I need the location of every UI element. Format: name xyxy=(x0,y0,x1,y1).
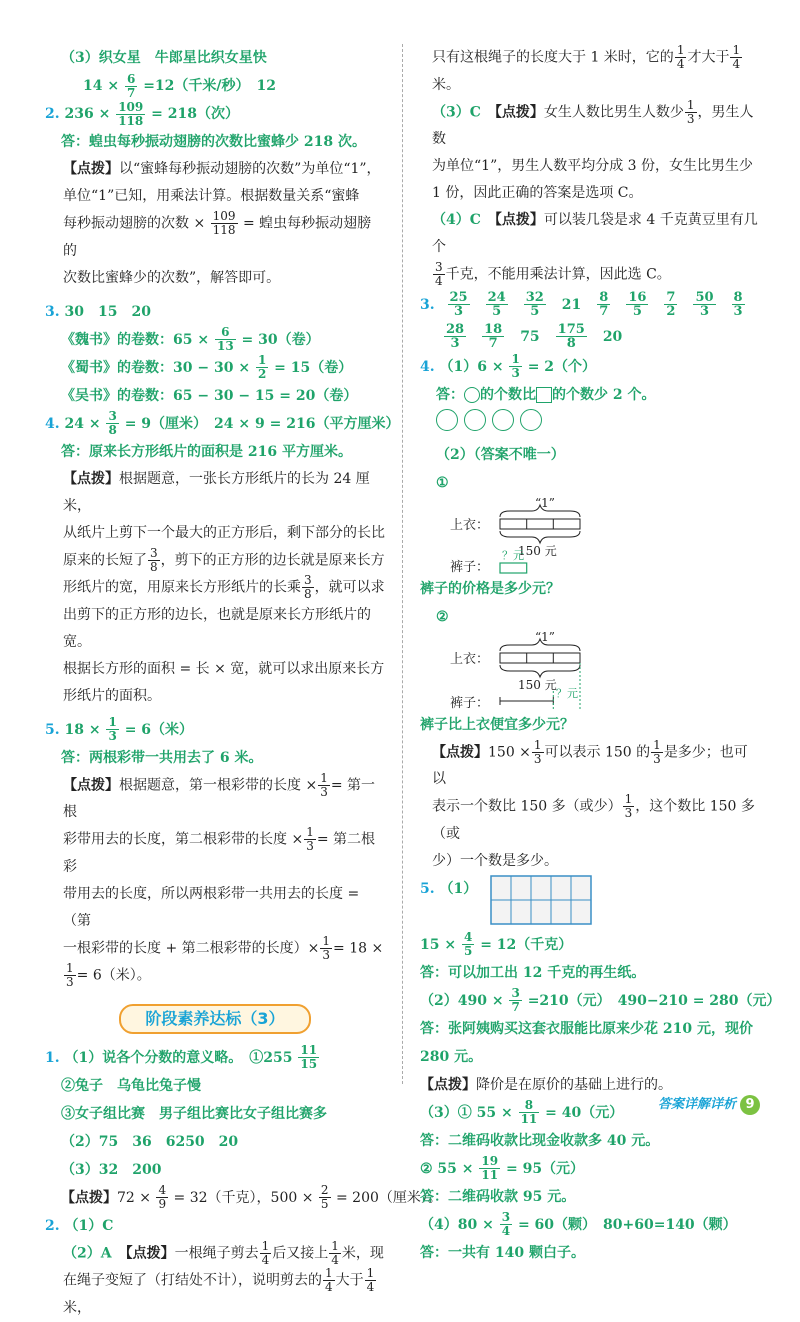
s5-1: 5. （1） xyxy=(420,875,760,931)
denominator: 2 xyxy=(666,304,676,319)
footer-title: 答案详解详析 xyxy=(657,1097,736,1112)
s4-2-2-question: 裤子比上衣便宜多少元？ xyxy=(420,716,574,733)
s4-2-2-label: ② xyxy=(436,608,449,625)
denominator: 3 xyxy=(511,366,520,380)
s5-3-2-calc: ② 55 × $\frac{19}{11}$ = 95（元） xyxy=(420,1154,585,1182)
numerator: 24 xyxy=(487,290,506,305)
diagram-top-label: 上衣： xyxy=(450,517,490,533)
numerator: 11 xyxy=(300,1043,318,1057)
s5-2-answer: 答：张阿姨购买这套衣服能比原来少花 210 元，现价 xyxy=(420,1020,753,1037)
diagram-q-label: ？元 xyxy=(556,686,578,700)
fraction xyxy=(623,793,635,820)
fraction xyxy=(509,987,521,1014)
numerator: 1 xyxy=(320,770,328,785)
q3-wei: 《魏书》的卷数：65 × $\frac{6}{13}$ = 30（卷） xyxy=(61,325,320,353)
denominator: 118 xyxy=(212,223,236,237)
fraction xyxy=(448,291,470,318)
circle-shape xyxy=(464,387,480,403)
denominator: 3 xyxy=(533,751,542,766)
numerator: 109 xyxy=(212,209,236,223)
s1-hint: 【点拨】72 × $\frac{4}{9}$ = 32（千克），500 × $\frac{2}{5}$ = 200（厘米）。 xyxy=(61,1183,442,1211)
denominator: 4 xyxy=(501,1224,511,1238)
circle-shape xyxy=(464,409,486,431)
fraction xyxy=(148,547,160,574)
denominator: 4 xyxy=(325,1280,333,1294)
brace xyxy=(500,665,580,677)
s2-4: （4）C 【点拨】可以装几袋是求 4 千克黄豆里有几个 $\frac{3}{4}$ 千克，不能用乘法计算，因此选 C。 xyxy=(432,212,758,288)
denominator: 3 xyxy=(699,304,710,319)
denominator: 8 xyxy=(150,559,158,574)
top-bar xyxy=(500,653,580,663)
numerator: 1 xyxy=(66,961,74,975)
fraction xyxy=(651,739,663,766)
numerator: 1 xyxy=(108,715,117,729)
diagram-top-label: 上衣： xyxy=(450,651,490,667)
s3-row2 xyxy=(420,321,760,353)
numerator: 2 xyxy=(320,1183,329,1197)
fraction xyxy=(318,772,330,799)
denominator: 4 xyxy=(366,1280,375,1294)
s4-2-1-label: ① xyxy=(436,474,449,491)
denominator: 8 xyxy=(566,336,576,351)
fraction xyxy=(685,99,697,126)
q5-answer: 答：两根彩带一共用去了 6 米。 xyxy=(61,749,263,766)
fraction xyxy=(323,1267,335,1294)
s5-1-answer: 答：可以加工出 12 千克的再生纸。 xyxy=(420,964,646,981)
s4-2-1-question: 裤子的价格是多少元？ xyxy=(420,580,560,597)
numerator: 1 xyxy=(732,43,741,57)
fraction xyxy=(106,410,118,437)
numerator: 4 xyxy=(158,1183,167,1197)
numerator: 1 xyxy=(322,933,331,948)
fraction xyxy=(730,44,742,71)
s5-3-calc: （3）① 55 × $\frac{8}{11}$ = 40（元） xyxy=(420,1098,624,1126)
denominator: 7 xyxy=(599,304,609,319)
fraction xyxy=(302,574,314,601)
numerator: 1 xyxy=(686,97,695,112)
fraction xyxy=(365,1267,377,1294)
fraction xyxy=(500,1211,512,1238)
q4-hint: 【点拨】根据题意，一张长方形纸片的长为 24 厘米， 从纸片上剪下一个最大的正方形后，剩下部分的长比 原来的长短了 $\frac{3}{8}$ ，剪下的正方形的边长就是原来长方 形纸片的宽，用原来长方形纸片的长乘 $\frac{3}{8}$ ，就可以求 出剪下的正方形的边长，也就是原来长方形纸片的宽。 根据长方形的面积 = 长 × 宽，就可以求出原来长方 形纸片的面积。 xyxy=(63,470,385,704)
denominator: 3 xyxy=(686,111,695,126)
fraction xyxy=(444,323,466,350)
s4-1: 4. （1）6 × $\frac{1}{3}$ = 2（个） xyxy=(420,352,597,380)
fraction xyxy=(215,326,236,353)
fraction xyxy=(675,44,687,71)
denominator: 7 xyxy=(511,1000,520,1014)
denominator: 4 xyxy=(732,57,741,71)
grid-diagram xyxy=(490,875,594,927)
numerator: 1 xyxy=(533,737,542,752)
page-footer xyxy=(658,1093,760,1115)
fraction xyxy=(64,962,76,989)
denominator: 8 xyxy=(108,423,117,437)
fraction xyxy=(304,826,316,853)
denominator: 9 xyxy=(158,1197,167,1211)
q3-shu: 《蜀书》的卷数：30 − 30 × $\frac{1}{2}$ = 15（卷） xyxy=(61,353,353,381)
circles-row xyxy=(420,409,760,441)
q2-calc: 2. 236 × $\frac{109}{118}$ = 218（次） xyxy=(45,99,239,128)
integer-value: 75 xyxy=(520,328,540,345)
denominator: 3 xyxy=(450,336,460,351)
s5-4-answer: 答：一共有 140 颗白子。 xyxy=(420,1244,585,1261)
fraction xyxy=(319,1184,331,1211)
fraction xyxy=(125,73,137,100)
diagram-bottom-label: 裤子： xyxy=(450,695,490,711)
q5-hint: 【点拨】根据题意，第一根彩带的长度 × $\frac{1}{3}$ = 第一根 彩带用去的长度，第二根彩带的长度 × $\frac{1}{3}$ = 第二根彩 带用去的长度，所以两根彩带一共用去的长度 =（第 一根彩带的长度 + 第二根彩带的长度）× $\frac{1}{3}$ = 18 × $\frac{1}{3}$ = 6（米）。 xyxy=(63,770,384,989)
numerator: 32 xyxy=(525,290,544,305)
denominator: 7 xyxy=(488,336,498,351)
numerator: 3 xyxy=(435,260,443,274)
s3-row1: 3. $\frac{25}{3}$ $\frac{24}{5}$ $\frac{32}{5}$ 21 $\frac{8}{7}$ $\frac{16}{5}$ $\frac{7}{2}$ $\frac{50}{3}$ $\frac{8}{3}$ xyxy=(420,290,743,319)
denominator: 3 xyxy=(322,947,331,962)
denominator: 5 xyxy=(530,304,540,319)
fraction xyxy=(479,1155,500,1182)
denominator: 3 xyxy=(624,806,633,820)
s5-hint: 【点拨】降价是在原价的基础上进行的。 xyxy=(420,1076,672,1093)
numerator: 8 xyxy=(733,290,743,305)
s5-2-calc: （2）490 × $\frac{3}{7}$ =210（元） 490−210 = 280（元） xyxy=(420,986,781,1014)
numerator: 18 xyxy=(484,322,503,337)
s1-1-2: ②兔子 乌龟比兔子慢 xyxy=(61,1077,201,1094)
stage-title: 阶段素养达标（3） xyxy=(119,1004,311,1034)
numerator: 28 xyxy=(446,322,465,337)
denominator: 4 xyxy=(435,274,443,288)
q2-hint: 【点拨】以“蜜蜂每秒振动翅膀的次数”为单位“1”， 单位“1”已知，用乘法计算。根据数量关系“蜜蜂 每秒振动翅膀的次数 × $\frac{109}{118}$ = 蝗虫每秒振动翅膀的 次数比蜜蜂少的次数”，解答即可。 xyxy=(63,161,381,286)
fraction xyxy=(509,353,521,380)
s2-2: （2）A 【点拨】一根绳子剪去 $\frac{1}{4}$ 后又接上 $\frac{1}{4}$ 米，现 在绳子变短了（打结处不计），说明剪去的 $\frac{1}{4}$ 大于 $\frac{1}{4}$ 米， xyxy=(63,1238,384,1316)
q4-answer: 答：原来长方形纸片的面积是 216 平方厘米。 xyxy=(61,443,352,460)
numerator: 1 xyxy=(653,737,661,752)
s2-1: 2. （1）C xyxy=(45,1217,114,1234)
denominator: 3 xyxy=(454,304,464,319)
denominator: 118 xyxy=(118,113,144,128)
fraction xyxy=(329,1240,341,1267)
diagram-q-label: ？元 xyxy=(502,548,524,562)
fraction xyxy=(433,261,445,288)
fraction xyxy=(482,323,504,350)
column-divider xyxy=(402,44,403,1084)
numerator: 8 xyxy=(599,290,609,305)
q3-wu: 《吴书》的卷数：65 − 30 − 15 = 20（卷） xyxy=(61,387,358,404)
circle-shape xyxy=(436,409,458,431)
integer-value: 21 xyxy=(561,296,582,313)
numerator: 3 xyxy=(108,409,117,423)
top-bar xyxy=(500,519,580,529)
fraction xyxy=(524,291,546,318)
brace xyxy=(500,531,580,543)
s1-2: （2）75 36 6250 20 xyxy=(61,1133,239,1150)
numerator: 16 xyxy=(628,290,647,305)
s5-2-answer-cont: 280 元。 xyxy=(420,1048,483,1065)
fraction xyxy=(256,354,268,381)
numerator: 1 xyxy=(366,1266,375,1280)
denominator: 5 xyxy=(632,304,642,319)
integer-value: 20 xyxy=(602,328,623,345)
denominator: 5 xyxy=(320,1197,329,1211)
numerator: 175 xyxy=(557,322,585,337)
numerator: 1 xyxy=(511,352,520,366)
right-column xyxy=(420,43,781,1267)
fraction xyxy=(626,291,648,318)
s4-2: （2）（答案不唯一） xyxy=(436,446,565,463)
numerator: 7 xyxy=(666,290,676,305)
numerator: 1 xyxy=(624,792,633,806)
denominator: 3 xyxy=(653,751,661,766)
fraction xyxy=(556,323,587,350)
numerator: 1 xyxy=(257,353,267,367)
square-shape xyxy=(536,387,552,403)
s2-2-cont: 只有这根绳子的长度大于 1 米时，它的 $\frac{1}{4}$ 才大于 $\frac{1}{4}$ 米。 xyxy=(432,43,741,93)
numerator: 1 xyxy=(676,43,685,57)
s1-1-3: ③女子组比赛 男子组比赛比女子组比赛多 xyxy=(61,1105,327,1122)
numerator: 8 xyxy=(519,1099,540,1113)
numerator: 109 xyxy=(118,99,144,114)
q5-calc: 5. 18 × $\frac{1}{3}$ = 6（米） xyxy=(45,715,194,743)
s5-1-calc: 15 × $\frac{4}{5}$ = 12（千克） xyxy=(420,930,573,958)
numerator: 1 xyxy=(331,1238,339,1253)
fraction xyxy=(462,931,474,958)
denominator: 13 xyxy=(216,339,234,353)
fraction xyxy=(532,739,544,766)
s5-4-calc: （4）80 × $\frac{3}{4}$ = 60（颗） 80+60=140（颗） xyxy=(420,1210,737,1238)
circle-shape xyxy=(492,409,514,431)
fraction xyxy=(664,291,677,318)
numerator: 6 xyxy=(126,71,136,86)
numerator: 19 xyxy=(481,1154,499,1168)
numerator: 25 xyxy=(449,290,468,305)
fraction xyxy=(106,716,118,743)
diagram-150-label: 150 元 xyxy=(518,543,557,558)
s2-3: （3）C 【点拨】女生人数比男生人数少 $\frac{1}{3}$ ，男生人数 为单位“1”，男生人数平均分成 3 份，女生比男生少 1 份，因此正确的答案是选项 C。 xyxy=(432,97,754,201)
denominator: 4 xyxy=(676,57,685,71)
s1-3: （3）32 200 xyxy=(61,1161,162,1178)
s1-1: 1. （1）说各个分数的意义略。 ①255 $\frac{11}{15}$ xyxy=(45,1043,318,1071)
numerator: 50 xyxy=(695,290,714,305)
q2-answer: 答：蝗虫每秒振动翅膀的次数比蜜蜂少 218 次。 xyxy=(61,134,366,150)
q1-3-calc: 14 × $\frac{6}{7}$ =12（千米/秒） 12 xyxy=(83,71,277,100)
numerator: 6 xyxy=(215,326,236,340)
bottom-bar xyxy=(500,563,527,573)
fraction xyxy=(732,291,745,318)
numerator: 3 xyxy=(304,573,312,587)
diagram-one-label: “1” xyxy=(535,630,555,644)
numerator: 3 xyxy=(501,1210,511,1224)
s5-3-2-answer: 答：二维码收款 95 元。 xyxy=(420,1188,576,1205)
fraction xyxy=(519,1099,540,1126)
denominator: 15 xyxy=(300,1057,318,1071)
line-diagram-2 xyxy=(420,631,760,711)
fraction xyxy=(116,101,145,128)
denominator: 5 xyxy=(463,944,473,958)
q1-3-answer: （3）织女星 牛郎星比织女星快 xyxy=(61,50,267,66)
denominator: 4 xyxy=(331,1252,339,1267)
numerator: 1 xyxy=(325,1266,333,1280)
s4-1-answer: 答： 的个数比 的个数少 2 个。 xyxy=(436,386,656,403)
numerator: 1 xyxy=(306,825,314,839)
denominator: 3 xyxy=(733,304,743,319)
diagram-bottom-label: 裤子： xyxy=(450,559,490,575)
denominator: 5 xyxy=(492,304,502,319)
fraction xyxy=(156,1184,168,1211)
page-number: 9 xyxy=(740,1095,760,1115)
denominator: 4 xyxy=(261,1252,270,1267)
numerator: 1 xyxy=(261,1238,270,1253)
denominator: 2 xyxy=(257,367,267,381)
fraction xyxy=(211,210,238,237)
numerator: 3 xyxy=(511,986,520,1000)
fraction xyxy=(320,935,332,962)
circle-shape xyxy=(520,409,542,431)
denominator: 8 xyxy=(304,587,312,601)
denominator: 3 xyxy=(320,784,328,799)
numerator: 3 xyxy=(150,545,158,560)
denominator: 3 xyxy=(66,975,74,989)
s4-hint: 【点拨】150 × $\frac{1}{3}$ 可以表示 150 的 $\frac{1}{3}$ 是多少；也可以 表示一个数比 150 多（或少） $\frac{1}{3}$ ，这个数比 150 多（或 少）一个数是多少。 xyxy=(432,737,755,869)
fraction xyxy=(693,291,715,318)
fraction xyxy=(260,1240,272,1267)
q4-calc: 4. 24 × $\frac{3}{8}$ = 9（厘米） 24 × 9 = 216（平方厘米） xyxy=(45,409,400,437)
diagram-150-label: 150 元 xyxy=(518,677,557,692)
numerator: 4 xyxy=(463,930,473,944)
fraction xyxy=(486,291,508,318)
denominator: 11 xyxy=(481,1168,499,1182)
denominator: 7 xyxy=(126,85,136,100)
diagram-one-label: “1” xyxy=(535,496,555,510)
fraction xyxy=(298,1044,319,1071)
left-column xyxy=(45,44,442,1322)
denominator: 3 xyxy=(108,729,117,743)
q3-answer: 3. 30 15 20 xyxy=(45,303,151,320)
line-diagram-1 xyxy=(420,497,760,575)
s5-3-answer: 答：二维码收款比现金收款多 40 元。 xyxy=(420,1132,660,1149)
fraction xyxy=(597,291,610,318)
denominator: 11 xyxy=(520,1112,538,1126)
denominator: 3 xyxy=(306,839,314,853)
